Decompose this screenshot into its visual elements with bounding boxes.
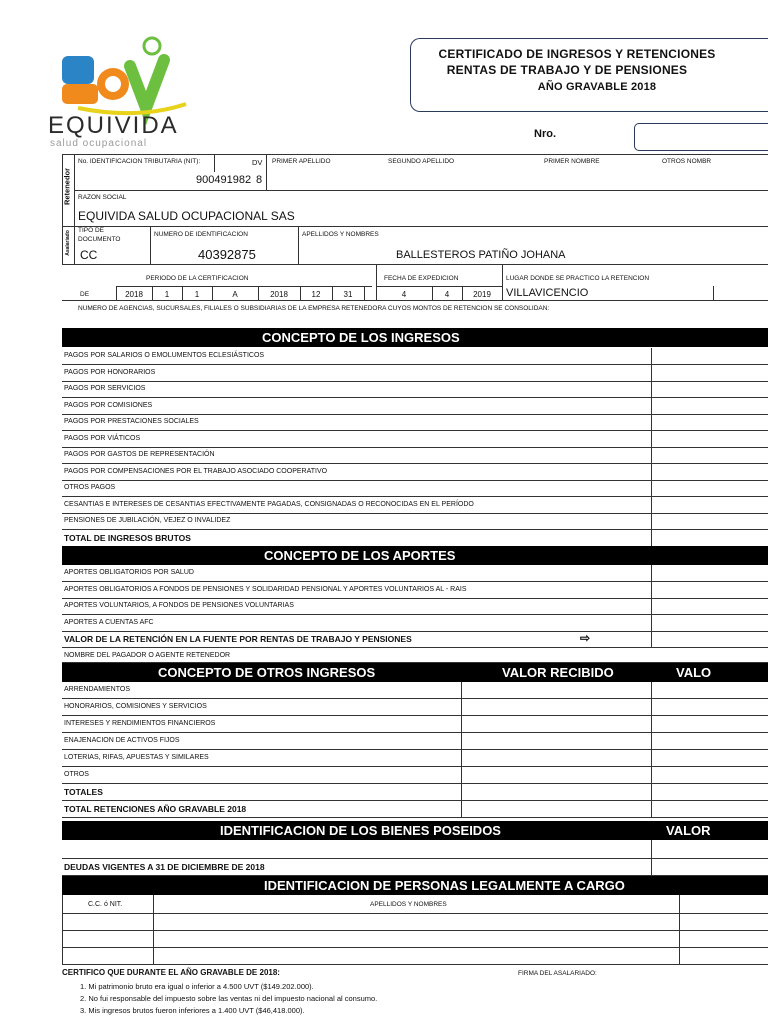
- otros-nombres-label: OTROS NOMBR: [662, 158, 712, 165]
- razon-social-value[interactable]: EQUIVIDA SALUD OCUPACIONAL SAS: [78, 209, 295, 223]
- ingreso-row[interactable]: [62, 398, 768, 415]
- expedicion-year[interactable]: 2019: [473, 290, 491, 299]
- razon-social-label: RAZON SOCIAL: [78, 194, 127, 201]
- ingreso-row-label: PAGOS POR VIÁTICOS: [64, 434, 141, 442]
- personas-header-text: IDENTIFICACION DE PERSONAS LEGALMENTE A CARGO: [264, 878, 625, 893]
- otro-ingreso-row[interactable]: [62, 750, 768, 767]
- pagador-row[interactable]: [62, 648, 768, 663]
- aporte-row-label: APORTES VOLUNTARIOS, A FONDOS DE PENSIONES VOLUNTARIAS: [64, 602, 294, 609]
- primer-nombre-label: PRIMER NOMBRE: [544, 158, 600, 165]
- ingreso-row[interactable]: [62, 464, 768, 481]
- otros-ingresos-header: [62, 663, 768, 682]
- aporte-row[interactable]: [62, 598, 768, 615]
- tipo-doc-label: TIPO DE DOCUMENTO: [78, 227, 121, 243]
- ingreso-row-label: PAGOS POR SALARIOS O EMOLUMENTOS ECLESIÁSTICOS: [64, 352, 265, 359]
- ingreso-row-label: PAGOS POR SERVICIOS: [64, 385, 146, 392]
- ingresos-header: [62, 328, 768, 347]
- ingreso-row-label: PAGOS POR HONORARIOS: [64, 368, 156, 376]
- tipo-doc-value[interactable]: CC: [80, 248, 98, 262]
- certifico-item-1: 1. Mi patrimonio bruto era igual o inferior a 4.500 UVT ($149.202.000).: [80, 982, 314, 991]
- otros-ingresos-header-text: CONCEPTO DE OTROS INGRESOS: [158, 665, 376, 680]
- otros-totales-row-label: TOTALES: [64, 787, 103, 797]
- persona-row-2[interactable]: [62, 931, 768, 948]
- valor-recibido-header: VALOR RECIBIDO: [502, 665, 614, 680]
- valor-retenido-header: VALO: [676, 665, 712, 680]
- deudas-row: [62, 859, 768, 876]
- ingreso-row[interactable]: [62, 497, 768, 514]
- personas-header-row: [62, 895, 768, 914]
- asalariado-section-label: Asalariado: [65, 230, 71, 256]
- ingreso-row[interactable]: [62, 513, 768, 530]
- otros-totales-row[interactable]: [62, 784, 768, 801]
- lugar-retencion-value[interactable]: VILLAVICENCIO: [506, 287, 589, 299]
- otro-ingreso-row-label: HONORARIOS, COMISIONES Y SERVICIOS: [64, 703, 207, 710]
- bienes-header-text: IDENTIFICACION DE LOS BIENES POSEIDOS: [220, 823, 501, 838]
- bienes-header: [62, 821, 768, 840]
- periodo-label: PERIODO DE LA CERTIFICACION: [146, 275, 249, 282]
- aporte-row[interactable]: [62, 582, 768, 599]
- dv-value[interactable]: 8: [256, 174, 263, 186]
- cc-nit-label: C.C. ó NIT.: [88, 901, 123, 908]
- deudas-label: DEUDAS VIGENTES A 31 DE DICIEMBRE DE 2018: [64, 862, 265, 872]
- bienes-valor-header: VALOR: [666, 823, 711, 838]
- periodo-de-label: DE: [80, 291, 90, 298]
- expedicion-day[interactable]: 4: [401, 290, 407, 299]
- certifico-item-2: 2. No fui responsable del impuesto sobre las ventas ni del impuesto nacional al consumo.: [80, 994, 378, 1003]
- ingreso-row-label: PAGOS POR GASTOS DE REPRESENTACIÓN: [64, 451, 215, 458]
- aporte-row-label: APORTES OBLIGATORIOS A FONDOS DE PENSIONES Y SOLIDARIDAD PENSIONAL Y APORTES VOLUNTARIOS AL - RAIS: [64, 585, 467, 593]
- certifico-title: CERTIFICO QUE DURANTE EL AÑO GRAVABLE DE 2018:: [62, 968, 280, 977]
- total-retenciones-row[interactable]: [62, 801, 768, 818]
- ingreso-row-label: PAGOS POR PRESTACIONES SOCIALES: [64, 418, 199, 425]
- periodo-a-year[interactable]: 2018: [270, 290, 288, 299]
- nit-value[interactable]: 900491982: [196, 174, 252, 186]
- aporte-row-label: APORTES A CUENTAS AFC: [64, 618, 154, 626]
- otro-ingreso-row[interactable]: [62, 699, 768, 716]
- fecha-expedicion-label: FECHA DE EXPEDICION: [384, 275, 459, 282]
- periodo-de-year[interactable]: 2018: [125, 290, 143, 299]
- personas-header: [62, 876, 768, 895]
- pagador-row-label: NOMBRE DEL PAGADOR O AGENTE RETENEDOR: [64, 651, 231, 659]
- aporte-row-label: APORTES OBLIGATORIOS POR SALUD: [64, 569, 194, 576]
- nit-label: No. IDENTIFICACION TRIBUTARIA (NIT):: [78, 158, 201, 165]
- expedicion-month[interactable]: 4: [444, 290, 450, 299]
- logo-brand-text: EQUIVIDA: [48, 112, 179, 139]
- title-line-2: RENTAS DE TRABAJO Y DE PENSIONES: [446, 63, 688, 77]
- ingreso-row-label: PAGOS POR COMPENSACIONES POR EL TRABAJO ASOCIADO COOPERATIVO: [64, 467, 328, 475]
- otro-ingreso-row-label: ENAJENACION DE ACTIVOS FIJOS: [64, 737, 180, 744]
- lugar-retencion-label: LUGAR DONDE SE PRACTICO LA RETENCION: [506, 275, 650, 282]
- aporte-row[interactable]: [62, 565, 768, 582]
- ingreso-row-label: CESANTIAS E INTERESES DE CESANTIAS EFECTIVAMENTE PAGADAS, CONSIGNADAS O RECONOCIDAS EN EL PERÍODO: [64, 500, 474, 508]
- otro-ingreso-row-label: ARRENDAMIENTOS: [64, 686, 130, 693]
- ingreso-row-label: PENSIONES DE JUBILACIÓN, VEJEZ O INVALIDEZ: [64, 517, 231, 524]
- periodo-a-day[interactable]: 31: [343, 290, 353, 299]
- otro-ingreso-row[interactable]: [62, 767, 768, 784]
- ingreso-row-label: OTROS PAGOS: [64, 484, 116, 491]
- ingreso-row[interactable]: [62, 365, 768, 382]
- ingreso-row[interactable]: [62, 381, 768, 398]
- ingresos-header-text: CONCEPTO DE LOS INGRESOS: [262, 330, 460, 345]
- ingreso-row[interactable]: [62, 447, 768, 464]
- ingresos-total-row-label: TOTAL DE INGRESOS BRUTOS: [64, 532, 191, 543]
- ingreso-row[interactable]: [62, 431, 768, 448]
- periodo-de-month[interactable]: 1: [164, 290, 170, 299]
- arrow-right-icon: ⇨: [580, 631, 591, 645]
- bienes-row[interactable]: [62, 840, 768, 859]
- otro-ingreso-row[interactable]: [62, 733, 768, 750]
- logo-tagline: salud ocupacional: [50, 138, 148, 149]
- periodo-a-label: A: [232, 290, 238, 299]
- aportes-header: [62, 546, 768, 565]
- certifico-item-3: 3. Mis ingresos brutos fueron inferiores a 1.400 UVT ($46,418.000).: [80, 1006, 305, 1015]
- title-line-1: CERTIFICADO DE INGRESOS Y RETENCIONES: [438, 47, 716, 61]
- primer-apellido-label: PRIMER APELLIDO: [272, 158, 331, 165]
- ingreso-row[interactable]: [62, 480, 768, 497]
- otro-ingreso-row-label: INTERESES Y RENDIMIENTOS FINANCIEROS: [64, 720, 216, 727]
- apellidos-nombres-label: APELLIDOS Y NOMBRES: [302, 231, 379, 238]
- asalariado-nombre-value[interactable]: BALLESTEROS PATIÑO JOHANA: [396, 249, 566, 261]
- persona-row-1[interactable]: [62, 914, 768, 931]
- ingresos-total-row[interactable]: [62, 530, 768, 547]
- nro-label: Nro.: [534, 128, 556, 140]
- num-id-value[interactable]: 40392875: [198, 247, 256, 262]
- aportes-header-text: CONCEPTO DE LOS APORTES: [264, 548, 456, 563]
- otro-ingreso-row-label: LOTERIAS, RIFAS, APUESTAS Y SIMILARES: [64, 754, 209, 761]
- retencion-row-label: VALOR DE LA RETENCIÓN EN LA FUENTE POR RENTAS DE TRABAJO Y PENSIONES: [64, 634, 412, 644]
- dv-label: DV: [252, 158, 263, 167]
- firma-asalariado-label: FIRMA DEL ASALARIADO:: [518, 970, 597, 977]
- retencion-row[interactable]: [62, 631, 768, 648]
- personas-apellidos-label: APELLIDOS Y NOMBRES: [370, 901, 447, 908]
- agencias-label: NUMERO DE AGENCIAS, SUCURSALES, FILIALES O SUBSIDIARIAS DE LA EMPRESA RETENEDORA CUYOS MONTOS DE RETENCION SE CONSOLIDAN:: [78, 305, 550, 312]
- otro-ingreso-row[interactable]: [62, 716, 768, 733]
- aporte-row[interactable]: [62, 615, 768, 632]
- otro-ingreso-row-label: OTROS: [64, 771, 89, 778]
- retenedor-section-label: Retenedor: [62, 167, 72, 206]
- otro-ingreso-row[interactable]: [62, 682, 768, 699]
- nro-field[interactable]: [634, 123, 768, 151]
- persona-row-3[interactable]: [62, 948, 768, 965]
- segundo-apellido-label: SEGUNDO APELLIDO: [388, 158, 455, 165]
- total-retenciones-row-label: TOTAL RETENCIONES AÑO GRAVABLE 2018: [64, 804, 247, 814]
- ingreso-row[interactable]: [62, 348, 768, 365]
- title-line-3: AÑO GRAVABLE 2018: [537, 81, 657, 93]
- periodo-de-day[interactable]: 1: [194, 290, 200, 299]
- ingreso-row[interactable]: [62, 414, 768, 431]
- num-id-label: NUMERO DE IDENTIFICACION: [154, 231, 248, 238]
- ingreso-row-label: PAGOS POR COMISIONES: [64, 401, 153, 409]
- periodo-a-month[interactable]: 12: [311, 290, 321, 299]
